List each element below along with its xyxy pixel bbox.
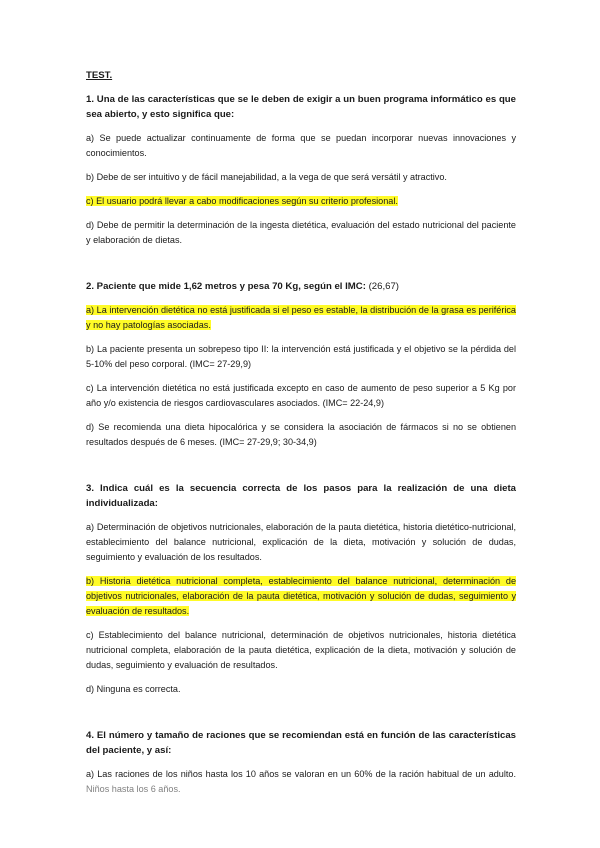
q4-option-a-note: Niños hasta los 6 años. — [86, 784, 181, 794]
question-3: 3. Indica cuál es la secuencia correcta de los pasos para la realización de una dieta individualizada: — [86, 483, 516, 509]
q1-option-c-highlighted: c) El usuario podrá llevar a cabo modificaciones según su criterio profesional. — [86, 196, 398, 206]
q1-option-a: a) Se puede actualizar continuamente de forma que se puedan incorporar nuevas innovaciones y conocimientos. — [86, 133, 516, 158]
q2-option-b: b) La paciente presenta un sobrepeso tipo II: la intervención está justificada y el objetivo se la pérdida del 5-10% del peso corporal. (IMC= 27-29,9) — [86, 344, 516, 369]
question-2-imc: (26,67) — [368, 281, 399, 292]
spacer — [86, 459, 516, 481]
q3-option-a: a) Determinación de objetivos nutricionales, elaboración de la pauta dietética, historia dietético-nutricional, establecimiento del balance nutricional, explicación de la dieta, motivación y solución de dudas, seguimiento y evaluación de los resultados. — [86, 522, 516, 562]
q3-option-b-highlighted: b) Historia dietética nutricional completa, establecimiento del balance nutricional, determinación de objetivos nutricionales, elaboración de la pauta dietética, motivación y solución de dudas, seguimiento y evaluación de resultados. — [86, 576, 516, 616]
q4-option-a — [86, 767, 516, 797]
q1-option-b: b) Debe de ser intuitivo y de fácil manejabilidad, a la vega de que será versátil y atractivo. — [86, 172, 447, 182]
document-title: TEST. — [86, 70, 113, 81]
question-4: 4. El número y tamaño de raciones que se recomiendan está en función de las características del paciente, y así: — [86, 730, 516, 756]
q3-option-d: d) Ninguna es correcta. — [86, 684, 181, 694]
q3-option-c: c) Establecimiento del balance nutricional, determinación de objetivos nutricionales, historia dietética nutricional completa, elaboración de la pauta dietética, explicación de la dieta, motivación y solución de dudas, seguimiento y evaluación de resultados. — [86, 630, 516, 670]
question-1: 1. Una de las características que se le deben de exigir a un buen programa informático es que sea abierto, y esto significa que: — [86, 94, 516, 120]
q2-option-d: d) Se recomienda una dieta hipocalórica y se considera la asociación de fármacos si no se obtienen resultados después de 6 meses. (IMC= 27-29,9; 30-34,9) — [86, 422, 516, 447]
q1-option-d: d) Debe de permitir la determinación de la ingesta dietética, evaluación del estado nutricional del paciente y elaboración de dietas. — [86, 220, 516, 245]
question-2-text: 2. Paciente que mide 1,62 metros y pesa 70 Kg, según el IMC: — [86, 281, 366, 292]
q3-option-b — [86, 574, 516, 619]
spacer — [86, 257, 516, 279]
q4-option-a-text: a) Las raciones de los niños hasta los 10 años se valoran en un 60% de la ración habitual de un adulto. — [86, 769, 516, 779]
q1-option-c — [86, 194, 516, 209]
document-content — [86, 70, 516, 806]
spacer — [86, 706, 516, 728]
question-2 — [86, 279, 516, 294]
q2-option-a-highlighted: a) La intervención dietética no está justificada si el peso es estable, la distribución de la grasa es periférica y no hay patologías asociadas. — [86, 305, 516, 330]
q2-option-a — [86, 303, 516, 333]
q2-option-c: c) La intervención dietética no está justificada excepto en caso de aumento de peso superior a 5 Kg por año y/o existencia de riesgos cardiovasculares asociados. (IMC= 22-24,9) — [86, 383, 516, 408]
